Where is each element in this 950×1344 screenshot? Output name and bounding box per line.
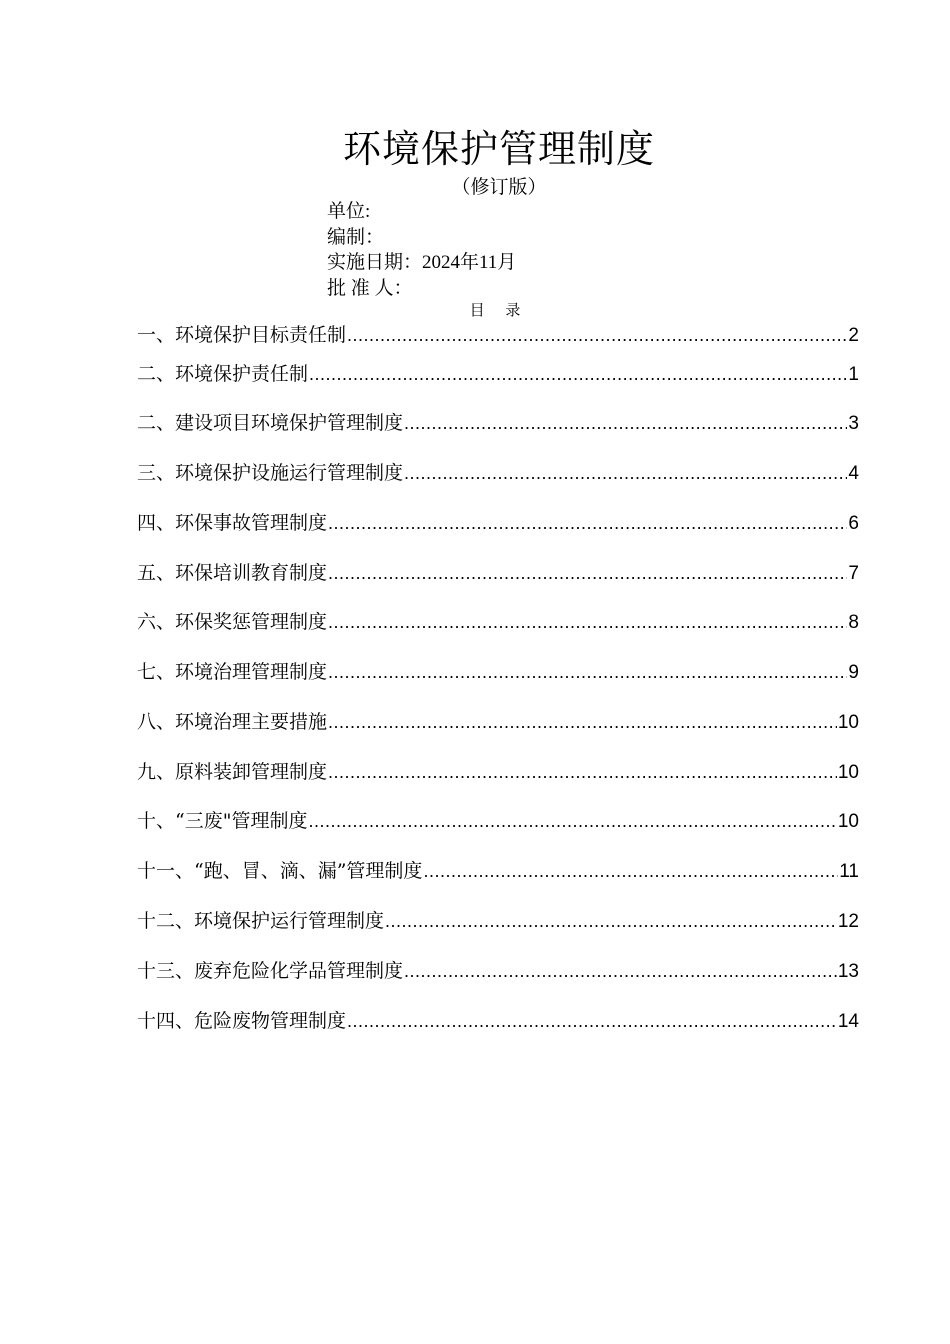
- toc-leader-dots: [328, 759, 837, 785]
- toc-entry[interactable]: [137, 808, 859, 834]
- document-title: 环境保护管理制度: [342, 127, 655, 171]
- toc-entry-label: 五、环保培训教育制度: [137, 562, 328, 584]
- toc-entry-label: 十一、“跑、冒、滴、漏”管理制度: [137, 860, 423, 882]
- toc-leader-dots: [404, 958, 837, 984]
- toc-leader-dots: [347, 1008, 837, 1034]
- toc-entry[interactable]: [137, 709, 859, 735]
- toc-entry-page: 2: [848, 325, 859, 346]
- toc-entry-label: 十、“三废"管理制度: [137, 810, 308, 832]
- toc-leader-dots: [423, 858, 838, 884]
- toc-entry-label: 九、原料装卸管理制度: [137, 761, 328, 783]
- toc-heading: 目 录: [469, 301, 529, 319]
- toc-entry-page: 8: [848, 612, 859, 633]
- toc-entry-page: 4: [848, 463, 859, 484]
- toc-leader-dots: [404, 460, 847, 486]
- document-subtitle: （修订版）: [451, 176, 547, 198]
- toc-entry-label: 十二、环境保护运行管理制度: [137, 910, 385, 932]
- toc-leader-dots: [308, 808, 836, 834]
- toc-entry[interactable]: [137, 460, 859, 486]
- toc-entry-label: 六、环保奖惩管理制度: [137, 611, 328, 633]
- toc-entry-label: 十四、危险废物管理制度: [137, 1010, 347, 1032]
- toc-entry[interactable]: [137, 609, 859, 635]
- toc-entry-label: 四、环保事故管理制度: [137, 512, 328, 534]
- toc-entry-page: 10: [837, 811, 859, 832]
- toc-entry-label: 七、环境治理管理制度: [137, 661, 328, 683]
- unit-label: 单位:: [327, 201, 371, 222]
- document-meta: [327, 199, 516, 301]
- toc-leader-dots: [328, 609, 847, 635]
- toc-entry-label: 二、环境保护责任制: [137, 363, 309, 385]
- toc-entry[interactable]: [137, 1008, 859, 1034]
- toc-entry-page: 13: [837, 961, 859, 982]
- toc-entry-page: 12: [837, 911, 859, 932]
- toc-entry-label: 八、环境治理主要措施: [137, 711, 328, 733]
- toc-entry[interactable]: [137, 908, 859, 934]
- toc-entry-page: 9: [848, 662, 859, 683]
- toc-leader-dots: [404, 410, 847, 436]
- toc-entry[interactable]: [137, 322, 859, 348]
- toc-entry-page: 10: [837, 712, 859, 733]
- toc-entry-page: 10: [837, 762, 859, 783]
- toc-leader-dots: [328, 560, 847, 586]
- toc-leader-dots: [309, 361, 847, 387]
- toc-entry-page: 7: [848, 563, 859, 584]
- editor-label: 编制：: [327, 226, 385, 248]
- toc-leader-dots: [347, 322, 847, 348]
- toc-leader-dots: [328, 659, 847, 685]
- toc-entry-label: 十三、废弃危险化学品管理制度: [137, 960, 404, 982]
- toc-entry[interactable]: [137, 659, 859, 685]
- toc-entry-page: 1: [848, 364, 859, 385]
- toc-entry[interactable]: [137, 858, 859, 884]
- toc-entry-label: 二、建设项目环境保护管理制度: [137, 412, 404, 434]
- toc-leader-dots: [328, 709, 837, 735]
- toc-entry[interactable]: [137, 560, 859, 586]
- toc-entry-page: 14: [837, 1011, 859, 1032]
- toc-entry-page: 11: [839, 861, 859, 882]
- toc-entry-page: 3: [848, 413, 859, 434]
- approver-label: 批 准 人：: [327, 277, 413, 299]
- toc-entry-label: 一、环境保护目标责任制: [137, 324, 347, 346]
- toc-entry[interactable]: [137, 958, 859, 984]
- toc-entry[interactable]: [137, 510, 859, 536]
- date-label: 实施日期：2024年11月: [327, 252, 517, 273]
- toc-entry[interactable]: [137, 361, 859, 387]
- toc-leader-dots: [385, 908, 837, 934]
- toc-entry[interactable]: [137, 410, 859, 436]
- toc-entry-label: 三、环境保护设施运行管理制度: [137, 462, 404, 484]
- toc-leader-dots: [328, 510, 847, 536]
- toc-entry[interactable]: [137, 759, 859, 785]
- toc-entry-page: 6: [848, 513, 859, 534]
